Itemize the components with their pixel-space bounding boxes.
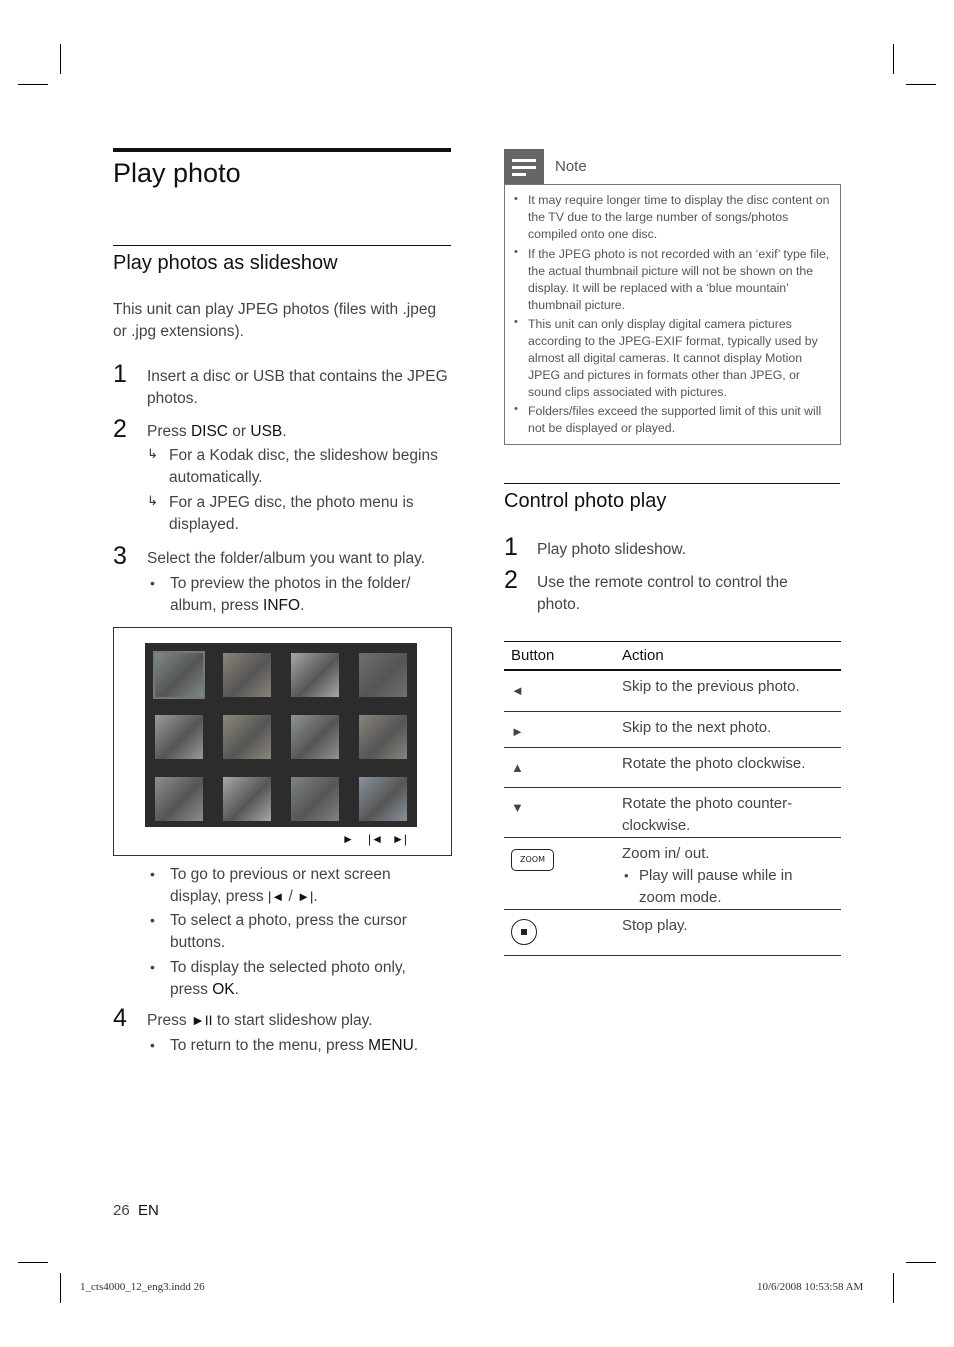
bullet-icon: • (514, 193, 518, 205)
bullet-line (170, 886, 318, 908)
bullet-text: / (288, 888, 293, 905)
bullet-icon: • (150, 1037, 155, 1053)
note-item: It may require longer time to display the disc content on the TV due to the large number of songs/photos compiled onto one disc. (528, 193, 830, 241)
play-pause-icon: ►II (190, 1012, 213, 1028)
step-number: 1 (504, 533, 518, 561)
bullet-icon: • (150, 866, 155, 882)
bullet-line: To preview the photos in the folder/ (170, 575, 411, 592)
bullet-icon: • (514, 246, 518, 258)
disc-key: DISC (190, 423, 228, 440)
crop-mark (18, 1262, 48, 1263)
photo-thumbnail[interactable] (223, 715, 271, 759)
bullet-line: To go to previous or next screen (170, 866, 391, 883)
bullet-text: . (234, 981, 239, 998)
bullet-icon: • (150, 575, 155, 591)
action-line: Zoom in/ out. (622, 845, 710, 862)
result-line: displayed. (169, 516, 239, 533)
button-cell (504, 838, 615, 910)
result-line: For a Kodak disc, the slideshow begins (169, 447, 438, 464)
action-line: Rotate the photo counter- (622, 795, 793, 812)
next-icon: ►| (392, 832, 407, 846)
left-arrow-icon: ◄ (504, 670, 615, 712)
step-text (147, 421, 450, 443)
step-number: 2 (113, 415, 127, 443)
step-text: Play photo slideshow. (537, 541, 687, 558)
date-slug: 10/6/2008 10:53:58 AM (757, 1281, 864, 1293)
photo-thumbnail[interactable] (291, 777, 339, 821)
page-title: Play photo (113, 148, 451, 189)
step-number: 4 (113, 1004, 127, 1032)
previous-icon: |◄ (368, 832, 383, 846)
bullet-line (170, 1035, 418, 1057)
crop-mark (893, 1273, 894, 1303)
stop-icon (511, 919, 537, 945)
action-cell: Rotate the photo clockwise. (615, 748, 841, 788)
photo-menu-screen (145, 643, 417, 827)
up-arrow-icon: ▲ (504, 748, 615, 788)
action-line: zoom mode. (639, 889, 722, 906)
right-arrow-icon: ► (504, 712, 615, 748)
result-line: automatically. (169, 469, 263, 486)
crop-mark (60, 44, 61, 74)
table-row (504, 670, 841, 712)
result-arrow-icon: ↳ (147, 446, 158, 461)
step-number: 1 (113, 360, 127, 388)
bullet-icon: • (624, 868, 629, 883)
bullet-line (170, 595, 304, 617)
usb-key: USB (250, 423, 283, 440)
bullet-text: . (300, 597, 305, 614)
action-line: Play will pause while in (639, 867, 793, 884)
photo-thumbnail[interactable] (359, 653, 407, 697)
column-header-button: Button (504, 642, 615, 670)
photo-thumbnail[interactable] (359, 715, 407, 759)
step-text-part: . (282, 423, 287, 440)
bullet-icon: • (150, 959, 155, 975)
bullet-line (170, 979, 239, 1001)
photo-thumbnail[interactable] (155, 777, 203, 821)
bullet-text: To return to the menu, press (170, 1037, 369, 1054)
next-icon: ►| (297, 889, 314, 904)
note-box (504, 184, 841, 445)
photo-thumbnail[interactable] (291, 653, 339, 697)
step-text-part: Press (147, 1012, 187, 1029)
play-icon: ► (342, 832, 354, 846)
bullet-text: press (170, 981, 213, 998)
table-row (504, 788, 841, 838)
column-header-action: Action (615, 642, 841, 670)
action-cell: Stop play. (615, 910, 841, 956)
action-cell: Skip to the previous photo. (615, 670, 841, 712)
menu-key: MENU (368, 1037, 414, 1054)
file-slug: 1_cts4000_12_eng3.indd 26 (80, 1281, 205, 1293)
button-cell (504, 910, 615, 956)
step-number: 2 (504, 566, 518, 594)
info-key: INFO (263, 597, 301, 614)
note-icon (504, 149, 544, 184)
step-text-part: Press (147, 423, 191, 440)
bullet-line: To select a photo, press the cursor (170, 912, 407, 929)
bullet-icon: • (150, 912, 155, 928)
step-text: Use the remote control to control the (537, 574, 788, 591)
action-cell (615, 838, 841, 910)
table-row (504, 910, 841, 956)
step-text (147, 1010, 373, 1032)
step-text: photo. (537, 596, 581, 613)
note-item: Folders/files exceed the supported limit of this unit will not be displayed or played. (528, 404, 822, 435)
down-arrow-icon: ▼ (504, 788, 615, 838)
previous-icon: |◄ (267, 889, 285, 904)
bullet-text: . (413, 1037, 419, 1054)
table-row (504, 712, 841, 748)
note-item: If the JPEG photo is not recorded with an ‘exif’ type file, the actual thumbnail picture will not be shown on the display. It will be replaced with a ‘blue mountain’ thumbnail picture. (528, 247, 830, 312)
photo-thumbnail[interactable] (223, 777, 271, 821)
step-text: Select the folder/album you want to play. (147, 550, 426, 567)
ok-key: OK (212, 981, 235, 998)
table-header-row (504, 642, 841, 670)
result-arrow-icon: ↳ (147, 493, 158, 508)
photo-thumbnail[interactable] (155, 715, 203, 759)
photo-thumbnail[interactable] (291, 715, 339, 759)
photo-thumbnail[interactable] (155, 653, 203, 697)
table-row (504, 838, 841, 910)
step-text: Insert a disc or USB that contains the JPEG photos. (147, 368, 448, 407)
note-label: Note (555, 158, 587, 175)
action-cell (615, 788, 841, 838)
sub-bullet (622, 865, 841, 909)
page-number (113, 1202, 159, 1219)
crop-mark (60, 1273, 61, 1303)
photo-thumbnail[interactable] (223, 653, 271, 697)
action-cell: Skip to the next photo. (615, 712, 841, 748)
step-text-part: or (227, 423, 251, 440)
result-line: For a JPEG disc, the photo menu is (169, 494, 414, 511)
bullet-line: To display the selected photo only, (170, 959, 406, 976)
crop-mark (18, 84, 48, 85)
intro-text: This unit can play JPEG photos (files with .jpeg or .jpg extensions). (113, 301, 437, 340)
note-item: This unit can only display digital camera pictures according to the JPEG-EXIF format, typically used by almost all digital cameras. It cannot display Motion JPEG and pictures in formats other than JPEG, or sound clips associated with pictures. (528, 317, 818, 399)
step-number: 3 (113, 542, 127, 570)
table-row (504, 748, 841, 788)
crop-mark (906, 1262, 936, 1263)
bullet-text: display, press (170, 888, 264, 905)
bullet-text: album, press (170, 597, 264, 614)
photo-thumbnail[interactable] (359, 777, 407, 821)
page-number-value: 26 (113, 1202, 130, 1219)
bullet-line: buttons. (170, 934, 226, 951)
bullet-icon: • (514, 403, 518, 415)
step-text-part: to start slideshow play. (216, 1012, 373, 1029)
action-line: clockwise. (622, 817, 691, 834)
section-title-control: Control photo play (504, 483, 840, 513)
crop-mark (893, 44, 894, 74)
section-title-slideshow: Play photos as slideshow (113, 245, 451, 275)
zoom-icon: ZOOM (511, 849, 554, 871)
crop-mark (906, 84, 936, 85)
language-code: EN (138, 1202, 159, 1219)
control-table (504, 641, 841, 956)
bullet-icon: • (514, 316, 518, 328)
bullet-text: . (313, 888, 318, 905)
